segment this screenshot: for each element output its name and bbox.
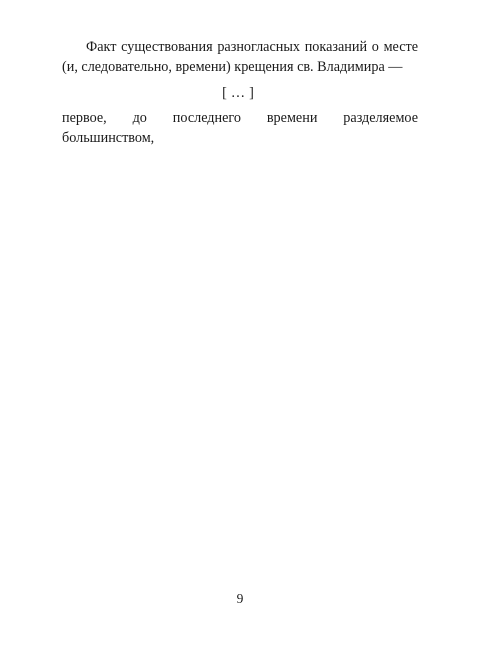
page-number: 9 [236,591,244,606]
closing-line: первое, до последнего времени разделяемое большинством, [62,110,418,147]
omission-marker: […] [222,84,258,101]
opening-sentence: Факт существования разногласных показаний о месте (и, следовательно, времени) крещения св. Владимира — [62,39,418,75]
body-text [62,38,418,149]
